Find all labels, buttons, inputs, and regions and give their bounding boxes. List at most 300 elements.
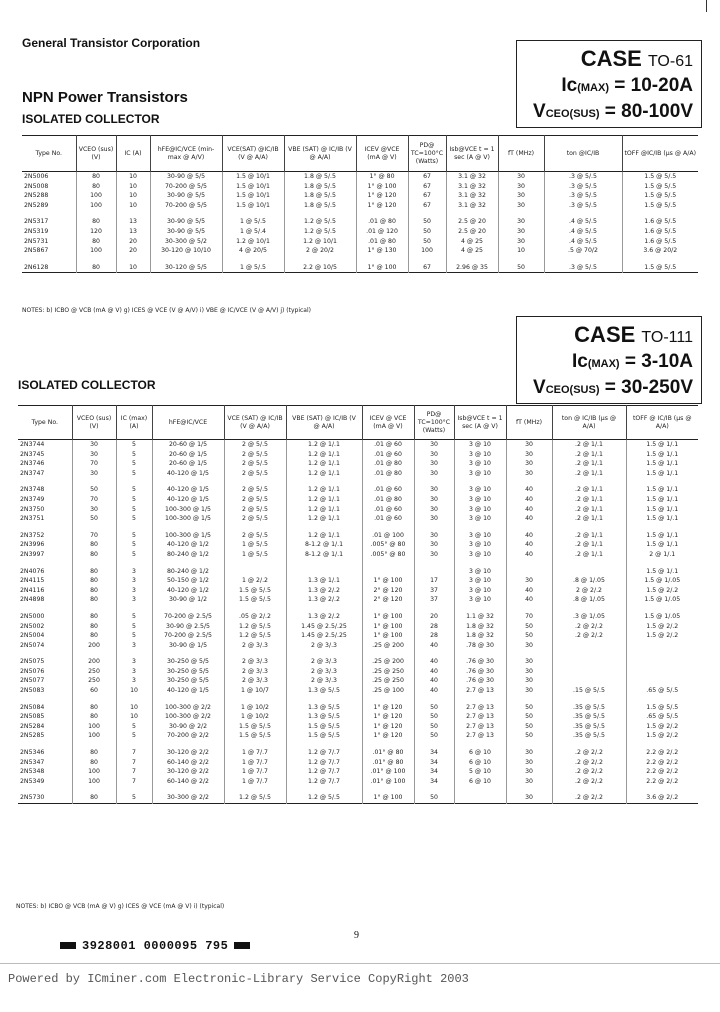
table-cell: 5 xyxy=(116,478,152,495)
table-cell: 40 xyxy=(506,524,552,541)
table-cell: 3.6 @ 2/.2 xyxy=(626,786,698,803)
table-cell: 30 xyxy=(506,469,552,479)
table-row xyxy=(18,667,698,677)
table-cell: 30 xyxy=(72,505,116,515)
table-cell: 1.2 @ 1/.1 xyxy=(286,514,362,524)
table-cell: .2 @ 1/.1 xyxy=(552,550,626,560)
case-title: CASE TO-61 xyxy=(580,46,693,71)
table-cell: 50 xyxy=(414,712,454,722)
table-cell xyxy=(626,650,698,667)
table-cell: 100-300 @ 2/2 xyxy=(152,696,224,713)
table-cell xyxy=(552,676,626,686)
table-row xyxy=(22,172,698,182)
table-cell: 80-240 @ 1/2 xyxy=(152,550,224,560)
table-cell: 34 xyxy=(414,758,454,768)
table-cell: 1.5 @ 1/.05 xyxy=(626,576,698,586)
table-cell: 28 xyxy=(414,631,454,641)
table-cell: 1.2 @ 1/.1 xyxy=(286,495,362,505)
table-cell: 3 @ 10 xyxy=(454,469,506,479)
table-row xyxy=(18,550,698,560)
table-cell: 3 @ 10 xyxy=(454,576,506,586)
table-cell: 30 xyxy=(414,524,454,541)
table-cell: 30-90 @ 5/5 xyxy=(150,191,222,201)
table-cell: 1.3 @ 2/.2 xyxy=(286,586,362,596)
type-number-cell: 2N5284 xyxy=(20,722,45,730)
table-row xyxy=(18,469,698,479)
type-number-cell: 2N3745 xyxy=(20,450,45,458)
table-cell: .01 @ 60 xyxy=(362,514,414,524)
table-row xyxy=(18,605,698,622)
column-header: hFE@IC/VCE xyxy=(152,406,224,440)
table-cell: 20 xyxy=(116,237,150,247)
table-cell: 1 @ 7/.7 xyxy=(224,741,286,758)
table-cell: 2.7 @ 13 xyxy=(454,722,506,732)
table-row xyxy=(22,256,698,273)
table-cell: 100 xyxy=(76,201,116,211)
table-cell: .35 @ 5/.5 xyxy=(552,712,626,722)
table-cell: 3 @ 10 xyxy=(454,540,506,550)
table-cell: .15 @ 5/.5 xyxy=(552,686,626,696)
table-cell: 30 xyxy=(414,495,454,505)
table-cell: 200 xyxy=(72,641,116,651)
table-cell: .005° @ 80 xyxy=(362,550,414,560)
table-cell: 30-90 @ 5/5 xyxy=(150,172,222,182)
table-cell: 1.5 @ 5/.5 xyxy=(224,586,286,596)
table-cell: 3 xyxy=(116,576,152,586)
table-cell: 40 xyxy=(506,595,552,605)
table-cell: .01 @ 80 xyxy=(362,459,414,469)
table-cell: .2 @ 2/.2 xyxy=(552,786,626,803)
table-cell: 30 xyxy=(72,440,116,450)
table-cell: .3 @ 5/.5 xyxy=(544,172,622,182)
table-cell: 1.2 @ 5/.5 xyxy=(286,786,362,803)
table-cell: 3 @ 10 xyxy=(454,550,506,560)
table-cell: 1.5 @ 5/.5 xyxy=(626,696,698,713)
notes-2: NOTES: b) ICBO @ VCB (mA @ V) g) ICES @ VCE (mA @ V) i) (typical) xyxy=(16,903,225,910)
table-cell: 30 xyxy=(506,650,552,667)
table-cell: 6 @ 10 xyxy=(454,777,506,787)
column-header: VBE (SAT) @ IC/IB (V @ A/A) xyxy=(284,136,356,172)
table-cell: 50 xyxy=(506,722,552,732)
table-cell xyxy=(626,641,698,651)
type-number-cell: 2N3751 xyxy=(20,515,45,523)
table-cell: 1.3 @ 2/.2 xyxy=(286,595,362,605)
table-cell: 1.45 @ 2.5/.25 xyxy=(286,631,362,641)
table-cell: .65 @ 5/.5 xyxy=(626,686,698,696)
table-cell: 30 xyxy=(72,469,116,479)
table-cell: 70-200 @ 2/2 xyxy=(152,731,224,741)
type-number-cell: 2N5004 xyxy=(20,632,45,640)
table-cell: 1.5 @ 5/.5 xyxy=(622,172,698,182)
table-cell: 2 @ 1/.1 xyxy=(626,550,698,560)
table-cell: .2 @ 1/.1 xyxy=(552,495,626,505)
table-cell: 30 xyxy=(506,777,552,787)
column-header: fT (MHz) xyxy=(498,136,544,172)
table-cell: 70-200 @ 2.5/5 xyxy=(152,605,224,622)
table-cell: 1.5 @ 1/.1 xyxy=(626,514,698,524)
spec-table-to111 xyxy=(18,405,698,804)
table-cell xyxy=(224,560,286,577)
table-cell: .25 @ 250 xyxy=(362,676,414,686)
table-cell: 10 xyxy=(116,191,150,201)
table-row xyxy=(18,650,698,667)
table-cell: .2 @ 1/.1 xyxy=(552,440,626,450)
table-cell: 30 xyxy=(506,576,552,586)
table-cell: 100 xyxy=(72,731,116,741)
table-cell: 1 @ 7/.7 xyxy=(224,758,286,768)
column-header: tOFF @ IC/IB (µs @ A/A) xyxy=(626,406,698,440)
column-header: IC (A) xyxy=(116,136,150,172)
table-row xyxy=(22,191,698,201)
table-cell: 30 xyxy=(506,459,552,469)
table-cell: 1.8 @ 32 xyxy=(454,631,506,641)
table-cell: 2.7 @ 13 xyxy=(454,686,506,696)
table-row xyxy=(22,227,698,237)
table-cell: 3.6 @ 20/2 xyxy=(622,246,698,256)
table-cell: 80 xyxy=(76,172,116,182)
table-cell: 67 xyxy=(408,172,446,182)
type-number-cell: 2N3746 xyxy=(20,460,45,468)
table-cell: 1° @ 80 xyxy=(356,172,408,182)
table-cell: 30-90 @ 1/2 xyxy=(152,595,224,605)
table-cell: 30 xyxy=(506,667,552,677)
type-number-cell: 2N5002 xyxy=(20,622,45,630)
table-cell: 80 xyxy=(72,550,116,560)
type-number-cell: 2N5006 xyxy=(24,173,49,180)
table-cell: 34 xyxy=(414,777,454,787)
table-cell: 1.2 @ 7/.7 xyxy=(286,767,362,777)
table-cell xyxy=(552,560,626,577)
table-cell: 30 xyxy=(498,201,544,211)
section-title-1: ISOLATED COLLECTOR xyxy=(22,112,160,126)
table-cell: 5 xyxy=(116,540,152,550)
table-cell: 1.5 @ 1/.1 xyxy=(626,495,698,505)
table-cell: 1.2 @ 5/.5 xyxy=(284,227,356,237)
table-cell: 100 xyxy=(76,246,116,256)
table-cell: 3 xyxy=(116,595,152,605)
table-row xyxy=(18,696,698,713)
table-cell: 2 @ 5/.5 xyxy=(224,450,286,460)
table-cell: 1° @ 120 xyxy=(362,731,414,741)
table-cell: 2 @ 5/.5 xyxy=(224,440,286,450)
table-cell: 1.3 @ 5/.5 xyxy=(286,712,362,722)
type-number-cell: 2N5288 xyxy=(24,192,49,200)
table-cell: 1 @ 10/2 xyxy=(224,696,286,713)
table-cell: 1° @ 120 xyxy=(362,696,414,713)
table-cell: 40-120 @ 1/2 xyxy=(152,540,224,550)
table-cell: 20 xyxy=(414,605,454,622)
table-cell: 80 xyxy=(72,586,116,596)
type-number-cell: 2N3752 xyxy=(20,531,45,539)
table-cell: 1.8 @ 32 xyxy=(454,622,506,632)
table-cell: 37 xyxy=(414,595,454,605)
table-cell: 1.5 @ 1/.1 xyxy=(626,450,698,460)
table-cell: 3 @ 10 xyxy=(454,524,506,541)
table-cell: 30-90 @ 5/5 xyxy=(150,210,222,227)
table-cell: 40 xyxy=(506,478,552,495)
table-cell: .3 @ 5/.5 xyxy=(544,201,622,211)
table-row xyxy=(18,459,698,469)
table-cell: 2.2 @ 2/.2 xyxy=(626,767,698,777)
table-cell: 5 xyxy=(116,469,152,479)
table-cell: 2 @ 5/.5 xyxy=(224,495,286,505)
table-cell: 1.5 @ 5/.5 xyxy=(286,731,362,741)
table-cell: 40 xyxy=(414,676,454,686)
table-cell: 5 xyxy=(116,731,152,741)
type-number-cell: 2N3997 xyxy=(20,550,45,558)
table-cell: .01 @ 60 xyxy=(362,440,414,450)
table-cell: 2.5 @ 20 xyxy=(446,227,498,237)
table-row xyxy=(18,576,698,586)
table-cell: 1° @ 120 xyxy=(356,191,408,201)
table-cell: 3 xyxy=(116,641,152,651)
table-cell: 80 xyxy=(76,237,116,247)
table-cell: .2 @ 2/.2 xyxy=(552,631,626,641)
table-row xyxy=(18,450,698,460)
table-cell: 8-1.2 @ 1/.1 xyxy=(286,540,362,550)
table-cell: 1° @ 120 xyxy=(362,712,414,722)
table-cell: 50 xyxy=(408,227,446,237)
table-cell: 1.3 @ 5/.5 xyxy=(286,696,362,713)
table-cell: 2 @ 5/.5 xyxy=(224,524,286,541)
table-cell: 30 xyxy=(506,758,552,768)
table-cell: 2 @ 5/.5 xyxy=(224,505,286,515)
table-cell: 2 @ 2/.2 xyxy=(552,586,626,596)
table-cell: 30-90 @ 5/5 xyxy=(150,227,222,237)
table-row xyxy=(18,440,698,450)
table-cell: 80 xyxy=(76,182,116,192)
table-cell: 5 xyxy=(116,550,152,560)
table-row xyxy=(22,182,698,192)
table-cell: 50 xyxy=(414,696,454,713)
table-cell: 1.8 @ 5/.5 xyxy=(284,172,356,182)
table-cell: 30 xyxy=(414,540,454,550)
table-cell: 80 xyxy=(72,576,116,586)
table-cell: .01° @ 100 xyxy=(362,777,414,787)
table-cell: .76 @ 30 xyxy=(454,676,506,686)
table-cell xyxy=(506,560,552,577)
table-cell: .2 @ 2/.2 xyxy=(552,777,626,787)
table-cell: 34 xyxy=(414,767,454,777)
column-header: VCE (SAT) @ IC/IB (V @ A/A) xyxy=(224,406,286,440)
column-header: Isb@VCE t = 1 sec (A @ V) xyxy=(454,406,506,440)
table-cell: 1.6 @ 5/.5 xyxy=(622,237,698,247)
table-cell: 2.2 @ 2/.2 xyxy=(626,777,698,787)
table-cell: 1 @ 5/.5 xyxy=(222,256,284,273)
spec-table-to61 xyxy=(22,135,698,273)
barcode-block-left xyxy=(60,942,76,949)
table-row xyxy=(22,210,698,227)
table-cell: 2 @ 3/.3 xyxy=(286,667,362,677)
table-cell: 3 xyxy=(116,650,152,667)
table-cell: .65 @ 5/.5 xyxy=(626,712,698,722)
table-cell: 10 xyxy=(116,182,150,192)
table-row xyxy=(18,560,698,577)
table-cell: 1.5 @ 2/.2 xyxy=(626,731,698,741)
table-row xyxy=(18,676,698,686)
table-cell: 1 @ 5/.4 xyxy=(222,227,284,237)
table-cell: 1° @ 100 xyxy=(362,605,414,622)
table-cell: 50 xyxy=(414,722,454,732)
table-cell: 1.5 @ 2/.2 xyxy=(626,722,698,732)
table-cell: .25 @ 200 xyxy=(362,650,414,667)
table-cell: 1° @ 100 xyxy=(362,786,414,803)
table-cell: 40-120 @ 1/5 xyxy=(152,469,224,479)
table-cell: 50 xyxy=(72,478,116,495)
table-cell: 1.2 @ 1/.1 xyxy=(286,524,362,541)
table-row xyxy=(18,495,698,505)
table-cell: 1° @ 100 xyxy=(362,622,414,632)
table-cell: 40 xyxy=(414,686,454,696)
table-cell: 8-1.2 @ 1/.1 xyxy=(286,550,362,560)
table-cell: .78 @ 30 xyxy=(454,641,506,651)
table-cell: 20 xyxy=(116,246,150,256)
table-cell: 28 xyxy=(414,622,454,632)
table-cell: 1 @ 5/.5 xyxy=(222,210,284,227)
table-cell: 30-90 @ 2.5/5 xyxy=(152,622,224,632)
type-number-cell: 2N5084 xyxy=(20,703,45,711)
table-cell: 1 @ 5/.5 xyxy=(224,540,286,550)
table-cell: 2.7 @ 13 xyxy=(454,696,506,713)
table-cell: 10 xyxy=(116,686,152,696)
table-cell: 7 xyxy=(116,741,152,758)
table-cell: 1.5 @ 2/.2 xyxy=(626,586,698,596)
table-cell: 5 xyxy=(116,786,152,803)
type-number-cell: 2N5730 xyxy=(20,794,45,802)
type-number-cell: 2N5349 xyxy=(20,777,45,785)
table-cell: 1 @ 5/.5 xyxy=(224,550,286,560)
table-cell: 7 xyxy=(116,767,152,777)
table-cell xyxy=(552,641,626,651)
table-cell: 60-140 @ 2/2 xyxy=(152,777,224,787)
table-cell: 1.5 @ 1/.1 xyxy=(626,540,698,550)
table-cell: 50 xyxy=(506,622,552,632)
table-cell: .3 @ 5/.5 xyxy=(544,182,622,192)
table-cell: 2.96 @ 35 xyxy=(446,256,498,273)
table-row xyxy=(18,478,698,495)
table-cell: 120 xyxy=(76,227,116,237)
table-cell: .01 @ 60 xyxy=(362,505,414,515)
table-cell: 3 @ 10 xyxy=(454,440,506,450)
table-cell: 1 @ 2/.2 xyxy=(224,576,286,586)
table-cell: 1.5 @ 10/1 xyxy=(222,191,284,201)
type-number-cell: 2N5317 xyxy=(24,218,49,226)
barcode-line: 3928001 0000095 795 xyxy=(54,939,256,953)
table-cell: 1.2 @ 7/.7 xyxy=(286,777,362,787)
column-header: Isb@VCE t = 1 sec (A @ V) xyxy=(446,136,498,172)
table-cell: 2 @ 3/.3 xyxy=(224,676,286,686)
table-cell: 40-120 @ 1/5 xyxy=(152,478,224,495)
table-row xyxy=(18,741,698,758)
table-cell: 10 xyxy=(116,172,150,182)
table-cell: 5 xyxy=(116,605,152,622)
type-number-cell: 2N5000 xyxy=(20,612,45,620)
type-number-cell: 2N3748 xyxy=(20,486,45,494)
type-number-cell: 2N5319 xyxy=(24,227,49,235)
table-row xyxy=(18,777,698,787)
table-cell: 1.5 @ 1/.1 xyxy=(626,505,698,515)
table-cell: 1.6 @ 5/.5 xyxy=(622,210,698,227)
table-cell: 1° @ 120 xyxy=(356,201,408,211)
column-header: ton @ IC/IB (µs @ A/A) xyxy=(552,406,626,440)
table-cell: 1.2 @ 7/.7 xyxy=(286,741,362,758)
table-cell: 30 xyxy=(414,550,454,560)
table-cell: .25 @ 100 xyxy=(362,686,414,696)
footer-copyright: Powered by ICminer.com Electronic-Library Service CopyRight 2003 xyxy=(8,972,469,986)
table-cell: 30 xyxy=(498,191,544,201)
table-cell: 30 xyxy=(506,641,552,651)
table-cell: 13 xyxy=(116,227,150,237)
table-cell: 1° @ 100 xyxy=(362,631,414,641)
table-cell: 30 xyxy=(414,459,454,469)
table-row xyxy=(18,524,698,541)
table-cell: 5 xyxy=(116,450,152,460)
table-cell: 3.1 @ 32 xyxy=(446,191,498,201)
table-cell: 5 xyxy=(116,524,152,541)
table-cell: .8 @ 1/.05 xyxy=(552,576,626,586)
table-cell: .76 @ 30 xyxy=(454,650,506,667)
table-cell: 40 xyxy=(506,540,552,550)
table-cell: 50 xyxy=(414,731,454,741)
table-cell: 4 @ 25 xyxy=(446,246,498,256)
table-cell: 1.6 @ 5/.5 xyxy=(622,227,698,237)
table-cell: 3 xyxy=(116,586,152,596)
table-cell: 5 xyxy=(116,505,152,515)
table-cell: 5 xyxy=(116,722,152,732)
case-ic-max: Ic(MAX) = 10-20A xyxy=(561,75,693,96)
table-cell: 1.2 @ 1/.1 xyxy=(286,450,362,460)
column-header: VCEO (sus) (V) xyxy=(76,136,116,172)
table-cell: 1.2 @ 1/.1 xyxy=(286,478,362,495)
case-ic-max: Ic(MAX) = 3-10A xyxy=(571,351,693,372)
table-cell: 3 @ 10 xyxy=(454,478,506,495)
table-cell: 30-90 @ 2/2 xyxy=(152,722,224,732)
table-cell: 30 xyxy=(414,514,454,524)
table-cell: .25 @ 250 xyxy=(362,667,414,677)
table-cell: 1.2 @ 5/.5 xyxy=(284,210,356,227)
table-cell: .01 @ 120 xyxy=(356,227,408,237)
table-cell: 30 xyxy=(414,478,454,495)
table-cell: .4 @ 5/.5 xyxy=(544,237,622,247)
table-cell: 80 xyxy=(72,622,116,632)
table-cell: .005° @ 80 xyxy=(362,540,414,550)
table-cell: 70 xyxy=(506,605,552,622)
table-cell: 2° @ 120 xyxy=(362,595,414,605)
column-header: PD@ TC=100°C (Watts) xyxy=(408,136,446,172)
table-cell: 30 xyxy=(414,469,454,479)
table-cell: 2 @ 3/.3 xyxy=(224,641,286,651)
table-cell: 6 @ 10 xyxy=(454,741,506,758)
type-number-cell: 2N5075 xyxy=(20,658,45,666)
table-cell: .2 @ 1/.1 xyxy=(552,459,626,469)
table-cell: 10 xyxy=(116,712,152,722)
table-cell: 30 xyxy=(506,741,552,758)
table-cell: 40-120 @ 1/5 xyxy=(152,495,224,505)
table-cell: 2.2 @ 2/.2 xyxy=(626,758,698,768)
table-cell: 2.2 @ 2/.2 xyxy=(626,741,698,758)
table-cell: 1° @ 100 xyxy=(356,256,408,273)
table-cell: 80 xyxy=(72,631,116,641)
table-cell: 67 xyxy=(408,256,446,273)
table-cell: .01° @ 80 xyxy=(362,758,414,768)
table-cell: 40 xyxy=(506,586,552,596)
table-row xyxy=(18,722,698,732)
type-number-cell: 2N5008 xyxy=(24,182,49,190)
table-cell: 5 xyxy=(116,514,152,524)
table-cell: 30-250 @ 5/5 xyxy=(152,667,224,677)
table-cell: 30-120 @ 10/10 xyxy=(150,246,222,256)
table-cell: 30-300 @ 5/2 xyxy=(150,237,222,247)
